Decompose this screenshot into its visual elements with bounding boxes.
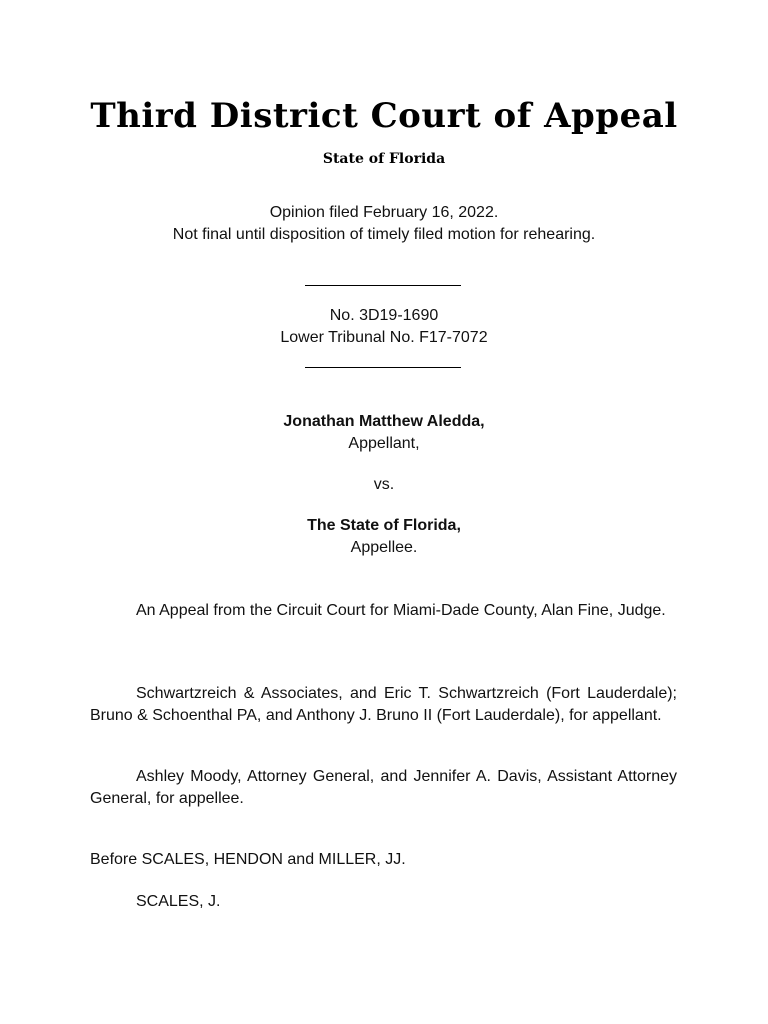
not-final-notice: Not final until disposition of timely filed motion for rehearing. [172, 226, 596, 243]
appeal-from-paragraph: An Appeal from the Circuit Court for Miami-Dade County, Alan Fine, Judge. [136, 602, 666, 619]
lower-tribunal-number: Lower Tribunal No. F17-7072 [280, 329, 488, 346]
appellee-counsel-paragraph: Ashley Moody, Attorney General, and Jennifer A. Davis, Assistant Attorney General, for appellee. [90, 768, 677, 807]
appellant-name: Jonathan Matthew Aledda, [283, 413, 485, 430]
versus-label: vs. [373, 476, 395, 493]
author-line: SCALES, J. [136, 893, 221, 910]
divider-rule-top [305, 285, 461, 286]
appellee-name: The State of Florida, [307, 517, 461, 534]
appellant-counsel-paragraph: Schwartzreich & Associates, and Eric T. Schwartzreich (Fort Lauderdale); Bruno & Schoenthal PA, and Anthony J. Bruno II (Fort Lauderdale), for appellant. [90, 685, 677, 724]
opinion-filed-date: Opinion filed February 16, 2022. [269, 204, 499, 221]
divider-rule-bottom [305, 367, 461, 368]
appellant-role: Appellant, [348, 435, 420, 452]
state-subheading: State of Florida [322, 151, 446, 167]
panel-line: Before SCALES, HENDON and MILLER, JJ. [90, 851, 406, 868]
case-number: No. 3D19-1690 [329, 307, 439, 324]
court-name-heading: Third District Court of Appeal [90, 96, 678, 136]
appellee-role: Appellee. [350, 539, 418, 556]
